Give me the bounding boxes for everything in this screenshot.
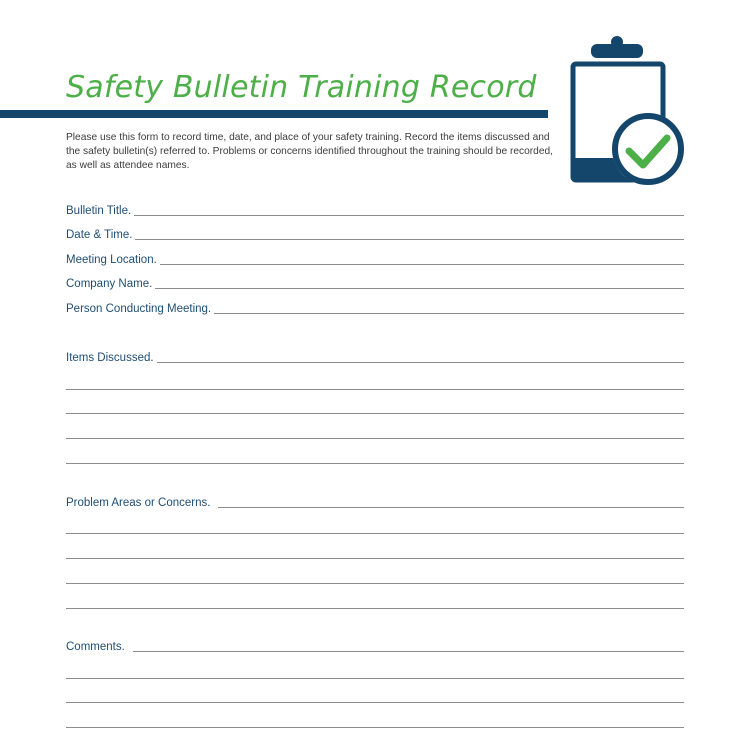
problem-areas-line[interactable] bbox=[66, 533, 684, 534]
company-name-field[interactable] bbox=[66, 274, 684, 292]
problem-areas-label: Problem Areas or Concerns. bbox=[66, 497, 211, 509]
comments-line[interactable] bbox=[66, 678, 684, 679]
items-discussed-line[interactable] bbox=[66, 413, 684, 414]
bulletin-title-line[interactable] bbox=[134, 215, 684, 216]
person-conducting-line[interactable] bbox=[214, 313, 684, 314]
clipboard-check-icon bbox=[563, 34, 689, 190]
comments-line[interactable] bbox=[66, 702, 684, 703]
comments-field[interactable] bbox=[66, 637, 684, 655]
comments-label: Comments. bbox=[66, 641, 125, 653]
items-discussed-label: Items Discussed. bbox=[66, 352, 154, 364]
items-discussed-line[interactable] bbox=[66, 389, 684, 390]
comments-line[interactable] bbox=[66, 727, 684, 728]
problem-areas-line[interactable] bbox=[66, 608, 684, 609]
date-time-field[interactable] bbox=[66, 225, 684, 243]
items-discussed-field[interactable] bbox=[66, 348, 684, 366]
person-conducting-label: Person Conducting Meeting. bbox=[66, 303, 212, 315]
bulletin-title-field[interactable] bbox=[66, 201, 684, 219]
meeting-location-field[interactable] bbox=[66, 250, 684, 268]
title-underline-bar bbox=[0, 110, 548, 118]
date-time-label: Date & Time. bbox=[66, 229, 133, 241]
items-discussed-line[interactable] bbox=[157, 362, 684, 363]
comments-line[interactable] bbox=[133, 651, 684, 652]
form-title: Safety Bulletin Training Record bbox=[66, 70, 537, 105]
items-discussed-line[interactable] bbox=[66, 438, 684, 439]
company-name-label: Company Name. bbox=[66, 278, 153, 290]
date-time-line[interactable] bbox=[135, 239, 684, 240]
company-name-line[interactable] bbox=[155, 288, 684, 289]
meeting-location-label: Meeting Location. bbox=[66, 254, 157, 266]
problem-areas-line[interactable] bbox=[66, 558, 684, 559]
problem-areas-line[interactable] bbox=[218, 507, 684, 508]
person-conducting-field[interactable] bbox=[66, 299, 684, 317]
meeting-location-line[interactable] bbox=[160, 264, 684, 265]
items-discussed-line[interactable] bbox=[66, 463, 684, 464]
problem-areas-field[interactable] bbox=[66, 493, 684, 511]
problem-areas-line[interactable] bbox=[66, 583, 684, 584]
bulletin-title-label: Bulletin Title. bbox=[66, 205, 132, 217]
form-instructions: Please use this form to record time, date, and place of your safety training. Record the items discussed and the safety bulletin(s) referred to. Problems or concerns identified throughout the training should be recorded, as well as attendee names. bbox=[66, 132, 554, 172]
